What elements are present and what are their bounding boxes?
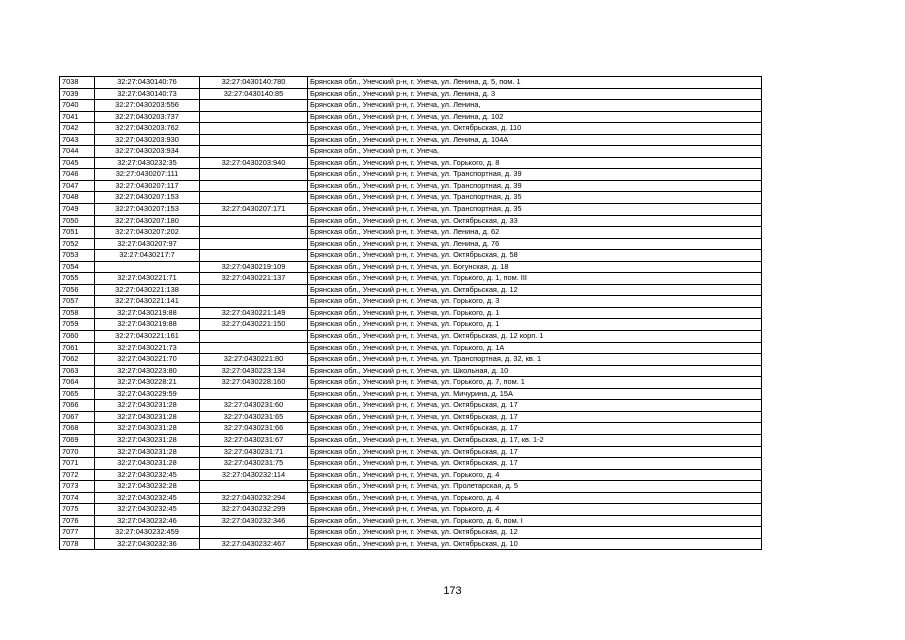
register-table-body [60, 77, 762, 550]
table-row [60, 296, 762, 308]
parent-cadastral-number-cell: 32:27:0430207:171 [200, 204, 308, 216]
table-row [60, 157, 762, 169]
table-row [60, 527, 762, 539]
address-cell: Брянская обл., Унечский р-н, г. Унеча, ул. Горького, д. 8 [308, 157, 762, 169]
table-row [60, 504, 762, 516]
parent-cadastral-number-cell [200, 331, 308, 343]
parent-cadastral-number-cell: 32:27:0430232:114 [200, 469, 308, 481]
parent-cadastral-number-cell [200, 192, 308, 204]
parent-cadastral-number-cell [200, 284, 308, 296]
cadastral-number-cell: 32:27:0430228:21 [95, 377, 200, 389]
cadastral-number-cell: 32:27:0430231:28 [95, 458, 200, 470]
cadastral-number-cell: 32:27:0430232:45 [95, 469, 200, 481]
row-number-cell: 7059 [60, 319, 95, 331]
table-row [60, 469, 762, 481]
table-row [60, 319, 762, 331]
parent-cadastral-number-cell [200, 481, 308, 493]
cadastral-number-cell: 32:27:0430203:737 [95, 111, 200, 123]
row-number-cell: 7050 [60, 215, 95, 227]
cadastral-number-cell: 32:27:0430231:28 [95, 411, 200, 423]
address-cell: Брянская обл., Унечский р-н, г. Унеча, ул. Ленина, д. 76 [308, 238, 762, 250]
address-cell: Брянская обл., Унечский р-н, г. Унеча, [308, 146, 762, 158]
cadastral-number-cell: 32:27:0430223:80 [95, 365, 200, 377]
table-row [60, 215, 762, 227]
table-row [60, 342, 762, 354]
table-row [60, 250, 762, 262]
row-number-cell: 7069 [60, 434, 95, 446]
address-cell: Брянская обл., Унечский р-н, г. Унеча, ул. Горького, д. 4 [308, 504, 762, 516]
cadastral-number-cell: 32:27:0430221:71 [95, 273, 200, 285]
address-cell: Брянская обл., Унечский р-н, г. Унеча, ул. Пролетарская, д. 5 [308, 481, 762, 493]
cadastral-number-cell: 32:27:0430207:153 [95, 204, 200, 216]
address-cell: Брянская обл., Унечский р-н, г. Унеча, ул. Октябрьская, д. 17 [308, 446, 762, 458]
cadastral-number-cell: 32:27:0430217:7 [95, 250, 200, 262]
row-number-cell: 7048 [60, 192, 95, 204]
row-number-cell: 7063 [60, 365, 95, 377]
table-row [60, 227, 762, 239]
address-cell: Брянская обл., Унечский р-н, г. Унеча, ул. Ленина, д. 5, пом. 1 [308, 77, 762, 89]
row-number-cell: 7058 [60, 307, 95, 319]
parent-cadastral-number-cell: 32:27:0430221:150 [200, 319, 308, 331]
parent-cadastral-number-cell: 32:27:0430221:137 [200, 273, 308, 285]
address-cell: Брянская обл., Унечский р-н, г. Унеча, ул. Октябрьская, д. 17 [308, 423, 762, 435]
cadastral-number-cell: 32:27:0430207:180 [95, 215, 200, 227]
address-cell: Брянская обл., Унечский р-н, г. Унеча, ул. Октябрьская, д. 58 [308, 250, 762, 262]
parent-cadastral-number-cell [200, 123, 308, 135]
table-row [60, 354, 762, 366]
cadastral-number-cell: 32:27:0430231:28 [95, 400, 200, 412]
table-row [60, 400, 762, 412]
table-row [60, 204, 762, 216]
parent-cadastral-number-cell: 32:27:0430221:149 [200, 307, 308, 319]
parent-cadastral-number-cell [200, 146, 308, 158]
address-cell: Брянская обл., Унечский р-н, г. Унеча, ул. Горького, д. 4 [308, 492, 762, 504]
table-row [60, 458, 762, 470]
row-number-cell: 7051 [60, 227, 95, 239]
address-cell: Брянская обл., Унечский р-н, г. Унеча, ул. Транспортная, д. 32, кв. 1 [308, 354, 762, 366]
address-cell: Брянская обл., Унечский р-н, г. Унеча, ул. Школьная, д. 10 [308, 365, 762, 377]
row-number-cell: 7040 [60, 100, 95, 112]
parent-cadastral-number-cell: 32:27:0430231:65 [200, 411, 308, 423]
cadastral-number-cell: 32:27:0430140:73 [95, 88, 200, 100]
row-number-cell: 7046 [60, 169, 95, 181]
address-cell: Брянская обл., Унечский р-н, г. Унеча, ул. Октябрьская, д. 33 [308, 215, 762, 227]
row-number-cell: 7060 [60, 331, 95, 343]
row-number-cell: 7052 [60, 238, 95, 250]
table-row [60, 515, 762, 527]
parent-cadastral-number-cell: 32:27:0430231:66 [200, 423, 308, 435]
parent-cadastral-number-cell [200, 342, 308, 354]
row-number-cell: 7065 [60, 388, 95, 400]
address-cell: Брянская обл., Унечский р-н, г. Унеча, ул. Октябрьская, д. 12 [308, 284, 762, 296]
row-number-cell: 7055 [60, 273, 95, 285]
address-cell: Брянская обл., Унечский р-н, г. Унеча, ул. Октябрьская, д. 10 [308, 538, 762, 550]
cadastral-number-cell: 32:27:0430207:97 [95, 238, 200, 250]
cadastral-number-cell: 32:27:0430219:88 [95, 307, 200, 319]
parent-cadastral-number-cell: 32:27:0430223:134 [200, 365, 308, 377]
row-number-cell: 7043 [60, 134, 95, 146]
address-cell: Брянская обл., Унечский р-н, г. Унеча, ул. Транспортная, д. 39 [308, 180, 762, 192]
cadastral-number-cell: 32:27:0430231:28 [95, 446, 200, 458]
address-cell: Брянская обл., Унечский р-н, г. Унеча, ул. Горького, д. 1А [308, 342, 762, 354]
cadastral-number-cell: 32:27:0430229:59 [95, 388, 200, 400]
cadastral-number-cell: 32:27:0430232:36 [95, 538, 200, 550]
table-row [60, 331, 762, 343]
parent-cadastral-number-cell [200, 227, 308, 239]
cadastral-number-cell: 32:27:0430231:28 [95, 423, 200, 435]
row-number-cell: 7038 [60, 77, 95, 89]
table-row [60, 261, 762, 273]
parent-cadastral-number-cell: 32:27:0430203:940 [200, 157, 308, 169]
parent-cadastral-number-cell: 32:27:0430231:71 [200, 446, 308, 458]
cadastral-number-cell: 32:27:0430232:28 [95, 481, 200, 493]
row-number-cell: 7076 [60, 515, 95, 527]
address-cell: Брянская обл., Унечский р-н, г. Унеча, ул. Транспортная, д. 39 [308, 169, 762, 181]
cadastral-number-cell: 32:27:0430140:76 [95, 77, 200, 89]
address-cell: Брянская обл., Унечский р-н, г. Унеча, ул. Богунская, д. 18 [308, 261, 762, 273]
parent-cadastral-number-cell: 32:27:0430231:67 [200, 434, 308, 446]
row-number-cell: 7053 [60, 250, 95, 262]
parent-cadastral-number-cell: 32:27:0430231:75 [200, 458, 308, 470]
cadastral-number-cell: 32:27:0430219:88 [95, 319, 200, 331]
table-row [60, 423, 762, 435]
row-number-cell: 7074 [60, 492, 95, 504]
address-cell: Брянская обл., Унечский р-н, г. Унеча, ул. Ленина, д. 104А [308, 134, 762, 146]
cadastral-number-cell: 32:27:0430232:46 [95, 515, 200, 527]
address-cell: Брянская обл., Унечский р-н, г. Унеча, ул. Ленина, [308, 100, 762, 112]
table-row [60, 284, 762, 296]
cadastral-number-cell: 32:27:0430221:141 [95, 296, 200, 308]
cadastral-number-cell: 32:27:0430232:45 [95, 504, 200, 516]
parent-cadastral-number-cell: 32:27:0430221:80 [200, 354, 308, 366]
row-number-cell: 7073 [60, 481, 95, 493]
table-row [60, 273, 762, 285]
address-cell: Брянская обл., Унечский р-н, г. Унеча, ул. Транспортная, д. 35 [308, 204, 762, 216]
table-row [60, 238, 762, 250]
row-number-cell: 7047 [60, 180, 95, 192]
table-row [60, 123, 762, 135]
parent-cadastral-number-cell [200, 527, 308, 539]
parent-cadastral-number-cell: 32:27:0430219:109 [200, 261, 308, 273]
cadastral-number-cell: 32:27:0430221:70 [95, 354, 200, 366]
row-number-cell: 7054 [60, 261, 95, 273]
row-number-cell: 7068 [60, 423, 95, 435]
row-number-cell: 7042 [60, 123, 95, 135]
address-cell: Брянская обл., Унечский р-н, г. Унеча, ул. Мичурина, д. 15А [308, 388, 762, 400]
table-row [60, 307, 762, 319]
cadastral-number-cell: 32:27:0430232:45 [95, 492, 200, 504]
row-number-cell: 7049 [60, 204, 95, 216]
table-row [60, 538, 762, 550]
property-register-table [59, 76, 762, 550]
cadastral-number-cell: 32:27:0430207:153 [95, 192, 200, 204]
address-cell: Брянская обл., Унечский р-н, г. Унеча, ул. Горького, д. 4 [308, 469, 762, 481]
address-cell: Брянская обл., Унечский р-н, г. Унеча, ул. Горького, д. 1 [308, 319, 762, 331]
parent-cadastral-number-cell [200, 215, 308, 227]
cadastral-number-cell: 32:27:0430207:117 [95, 180, 200, 192]
table-row [60, 134, 762, 146]
cadastral-number-cell: 32:27:0430207:202 [95, 227, 200, 239]
row-number-cell: 7056 [60, 284, 95, 296]
address-cell: Брянская обл., Унечский р-н, г. Унеча, ул. Октябрьская, д. 110 [308, 123, 762, 135]
parent-cadastral-number-cell [200, 134, 308, 146]
row-number-cell: 7064 [60, 377, 95, 389]
table-row [60, 180, 762, 192]
table-row [60, 434, 762, 446]
address-cell: Брянская обл., Унечский р-н, г. Унеча, ул. Ленина, д. 3 [308, 88, 762, 100]
cadastral-number-cell: 32:27:0430203:934 [95, 146, 200, 158]
table-row [60, 100, 762, 112]
parent-cadastral-number-cell [200, 169, 308, 181]
table-row [60, 411, 762, 423]
address-cell: Брянская обл., Унечский р-н, г. Унеча, ул. Горького, д. 3 [308, 296, 762, 308]
table-row [60, 77, 762, 89]
row-number-cell: 7045 [60, 157, 95, 169]
cadastral-number-cell: 32:27:0430232:35 [95, 157, 200, 169]
parent-cadastral-number-cell: 32:27:0430140:85 [200, 88, 308, 100]
cadastral-number-cell: 32:27:0430221:161 [95, 331, 200, 343]
row-number-cell: 7070 [60, 446, 95, 458]
parent-cadastral-number-cell [200, 388, 308, 400]
row-number-cell: 7039 [60, 88, 95, 100]
address-cell: Брянская обл., Унечский р-н, г. Унеча, ул. Октябрьская, д. 12 корп. 1 [308, 331, 762, 343]
row-number-cell: 7057 [60, 296, 95, 308]
address-cell: Брянская обл., Унечский р-н, г. Унеча, ул. Ленина, д. 62 [308, 227, 762, 239]
cadastral-number-cell: 32:27:0430232:459 [95, 527, 200, 539]
address-cell: Брянская обл., Унечский р-н, г. Унеча, ул. Ленина, д. 102 [308, 111, 762, 123]
row-number-cell: 7066 [60, 400, 95, 412]
parent-cadastral-number-cell [200, 180, 308, 192]
address-cell: Брянская обл., Унечский р-н, г. Унеча, ул. Октябрьская, д. 17 [308, 458, 762, 470]
table-row [60, 481, 762, 493]
parent-cadastral-number-cell [200, 238, 308, 250]
parent-cadastral-number-cell [200, 111, 308, 123]
page-number: 173 [443, 585, 462, 597]
table-row [60, 365, 762, 377]
cadastral-number-cell [95, 261, 200, 273]
address-cell: Брянская обл., Унечский р-н, г. Унеча, ул. Октябрьская, д. 17 [308, 400, 762, 412]
address-cell: Брянская обл., Унечский р-н, г. Унеча, ул. Горького, д. 6, пом. I [308, 515, 762, 527]
address-cell: Брянская обл., Унечский р-н, г. Унеча, ул. Октябрьская, д. 17 [308, 411, 762, 423]
table-row [60, 492, 762, 504]
row-number-cell: 7077 [60, 527, 95, 539]
address-cell: Брянская обл., Унечский р-н, г. Унеча, ул. Транспортная, д. 35 [308, 192, 762, 204]
parent-cadastral-number-cell [200, 296, 308, 308]
cadastral-number-cell: 32:27:0430203:556 [95, 100, 200, 112]
cadastral-number-cell: 32:27:0430221:73 [95, 342, 200, 354]
table-row [60, 146, 762, 158]
parent-cadastral-number-cell: 32:27:0430232:346 [200, 515, 308, 527]
row-number-cell: 7072 [60, 469, 95, 481]
cadastral-number-cell: 32:27:0430231:28 [95, 434, 200, 446]
address-cell: Брянская обл., Унечский р-н, г. Унеча, ул. Горького, д. 1, пом. III [308, 273, 762, 285]
table-row [60, 88, 762, 100]
table-row [60, 446, 762, 458]
table-row [60, 111, 762, 123]
parent-cadastral-number-cell: 32:27:0430231:60 [200, 400, 308, 412]
cadastral-number-cell: 32:27:0430221:138 [95, 284, 200, 296]
table-row [60, 388, 762, 400]
parent-cadastral-number-cell: 32:27:0430140:780 [200, 77, 308, 89]
cadastral-number-cell: 32:27:0430207:111 [95, 169, 200, 181]
address-cell: Брянская обл., Унечский р-н, г. Унеча, ул. Горького, д. 1 [308, 307, 762, 319]
parent-cadastral-number-cell: 32:27:0430228:160 [200, 377, 308, 389]
row-number-cell: 7071 [60, 458, 95, 470]
row-number-cell: 7061 [60, 342, 95, 354]
cadastral-number-cell: 32:27:0430203:930 [95, 134, 200, 146]
row-number-cell: 7062 [60, 354, 95, 366]
address-cell: Брянская обл., Унечский р-н, г. Унеча, ул. Октябрьская, д. 17, кв. 1-2 [308, 434, 762, 446]
row-number-cell: 7075 [60, 504, 95, 516]
address-cell: Брянская обл., Унечский р-н, г. Унеча, ул. Горького, д. 7, пом. 1 [308, 377, 762, 389]
address-cell: Брянская обл., Унечский р-н, г. Унеча, ул. Октябрьская, д. 12 [308, 527, 762, 539]
row-number-cell: 7067 [60, 411, 95, 423]
parent-cadastral-number-cell [200, 100, 308, 112]
parent-cadastral-number-cell [200, 250, 308, 262]
table-row [60, 169, 762, 181]
row-number-cell: 7044 [60, 146, 95, 158]
parent-cadastral-number-cell: 32:27:0430232:299 [200, 504, 308, 516]
table-row [60, 377, 762, 389]
parent-cadastral-number-cell: 32:27:0430232:294 [200, 492, 308, 504]
parent-cadastral-number-cell: 32:27:0430232:467 [200, 538, 308, 550]
cadastral-number-cell: 32:27:0430203:762 [95, 123, 200, 135]
table-row [60, 192, 762, 204]
row-number-cell: 7078 [60, 538, 95, 550]
row-number-cell: 7041 [60, 111, 95, 123]
